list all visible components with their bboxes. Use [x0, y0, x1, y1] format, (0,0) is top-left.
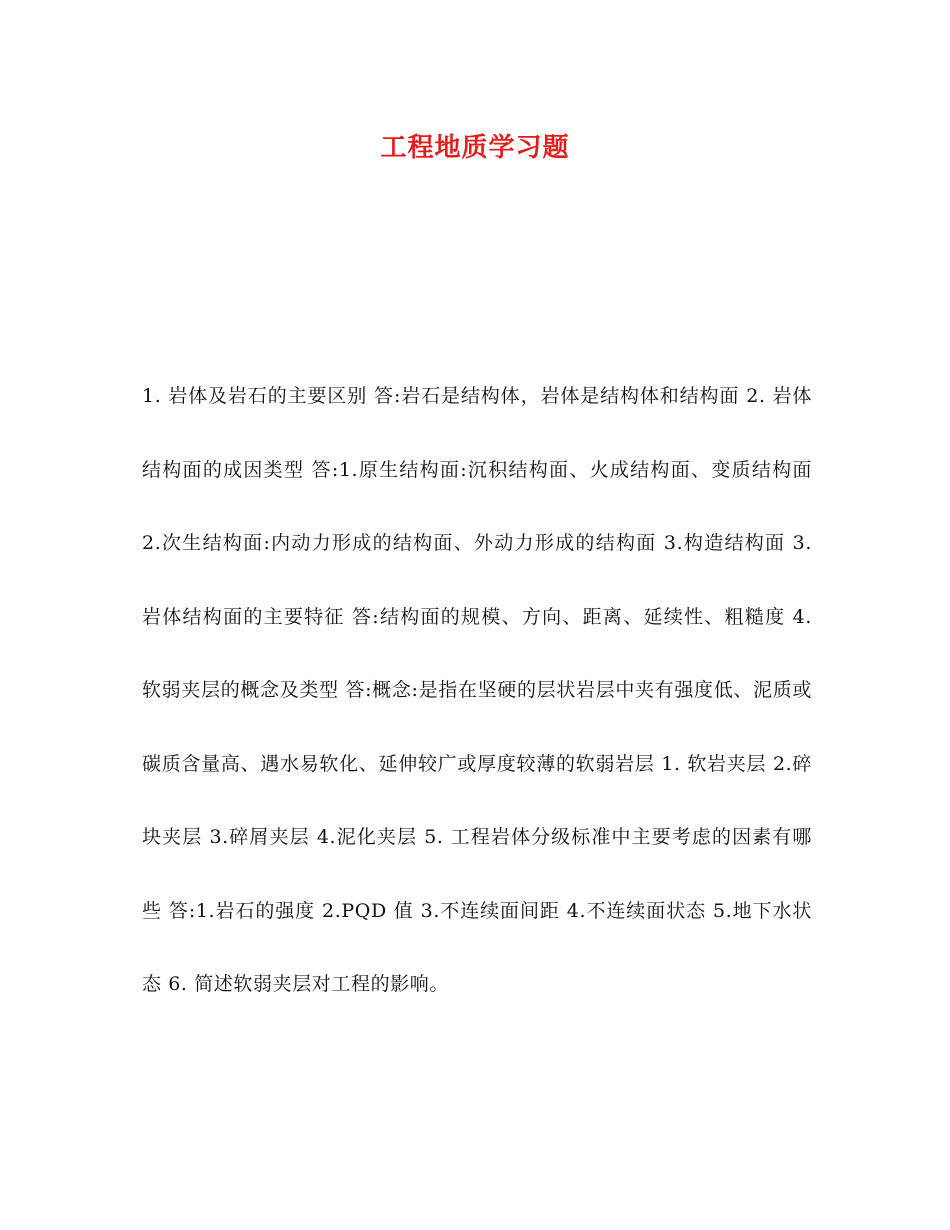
- page-title: 工程地质学习题: [380, 133, 570, 163]
- exercise-text: 1. 岩体及岩石的主要区别 答:岩石是结构体，岩体是结构体和结构面 2. 岩体结构面的成因类型 答:1.原生结构面:沉积结构面、火成结构面、变质结构面 2.次生结构面:内动力形成的结构面、外动力形成的结构面 3.构造结构面 3. 岩体结构面的主要特征 答:结构面的规模、方向、距离、延续性、粗糙度 4. 软弱夹层的概念及类型 答:概念:是指在坚硬的层状岩层中夹有强度低、泥质或碳质含量高、遇水易软化、延伸较广或厚度较薄的软弱岩层 1. 软岩夹层 2.碎块夹层 3.碎屑夹层 4.泥化夹层 5. 工程岩体分级标准中主要考虑的因素有哪些 答:1.岩石的强度 2.PQD 值 3.不连续面间距 4.不连续面状态 5.地下水状态 6. 简述软弱夹层对工程的影响。: [142, 385, 812, 995]
